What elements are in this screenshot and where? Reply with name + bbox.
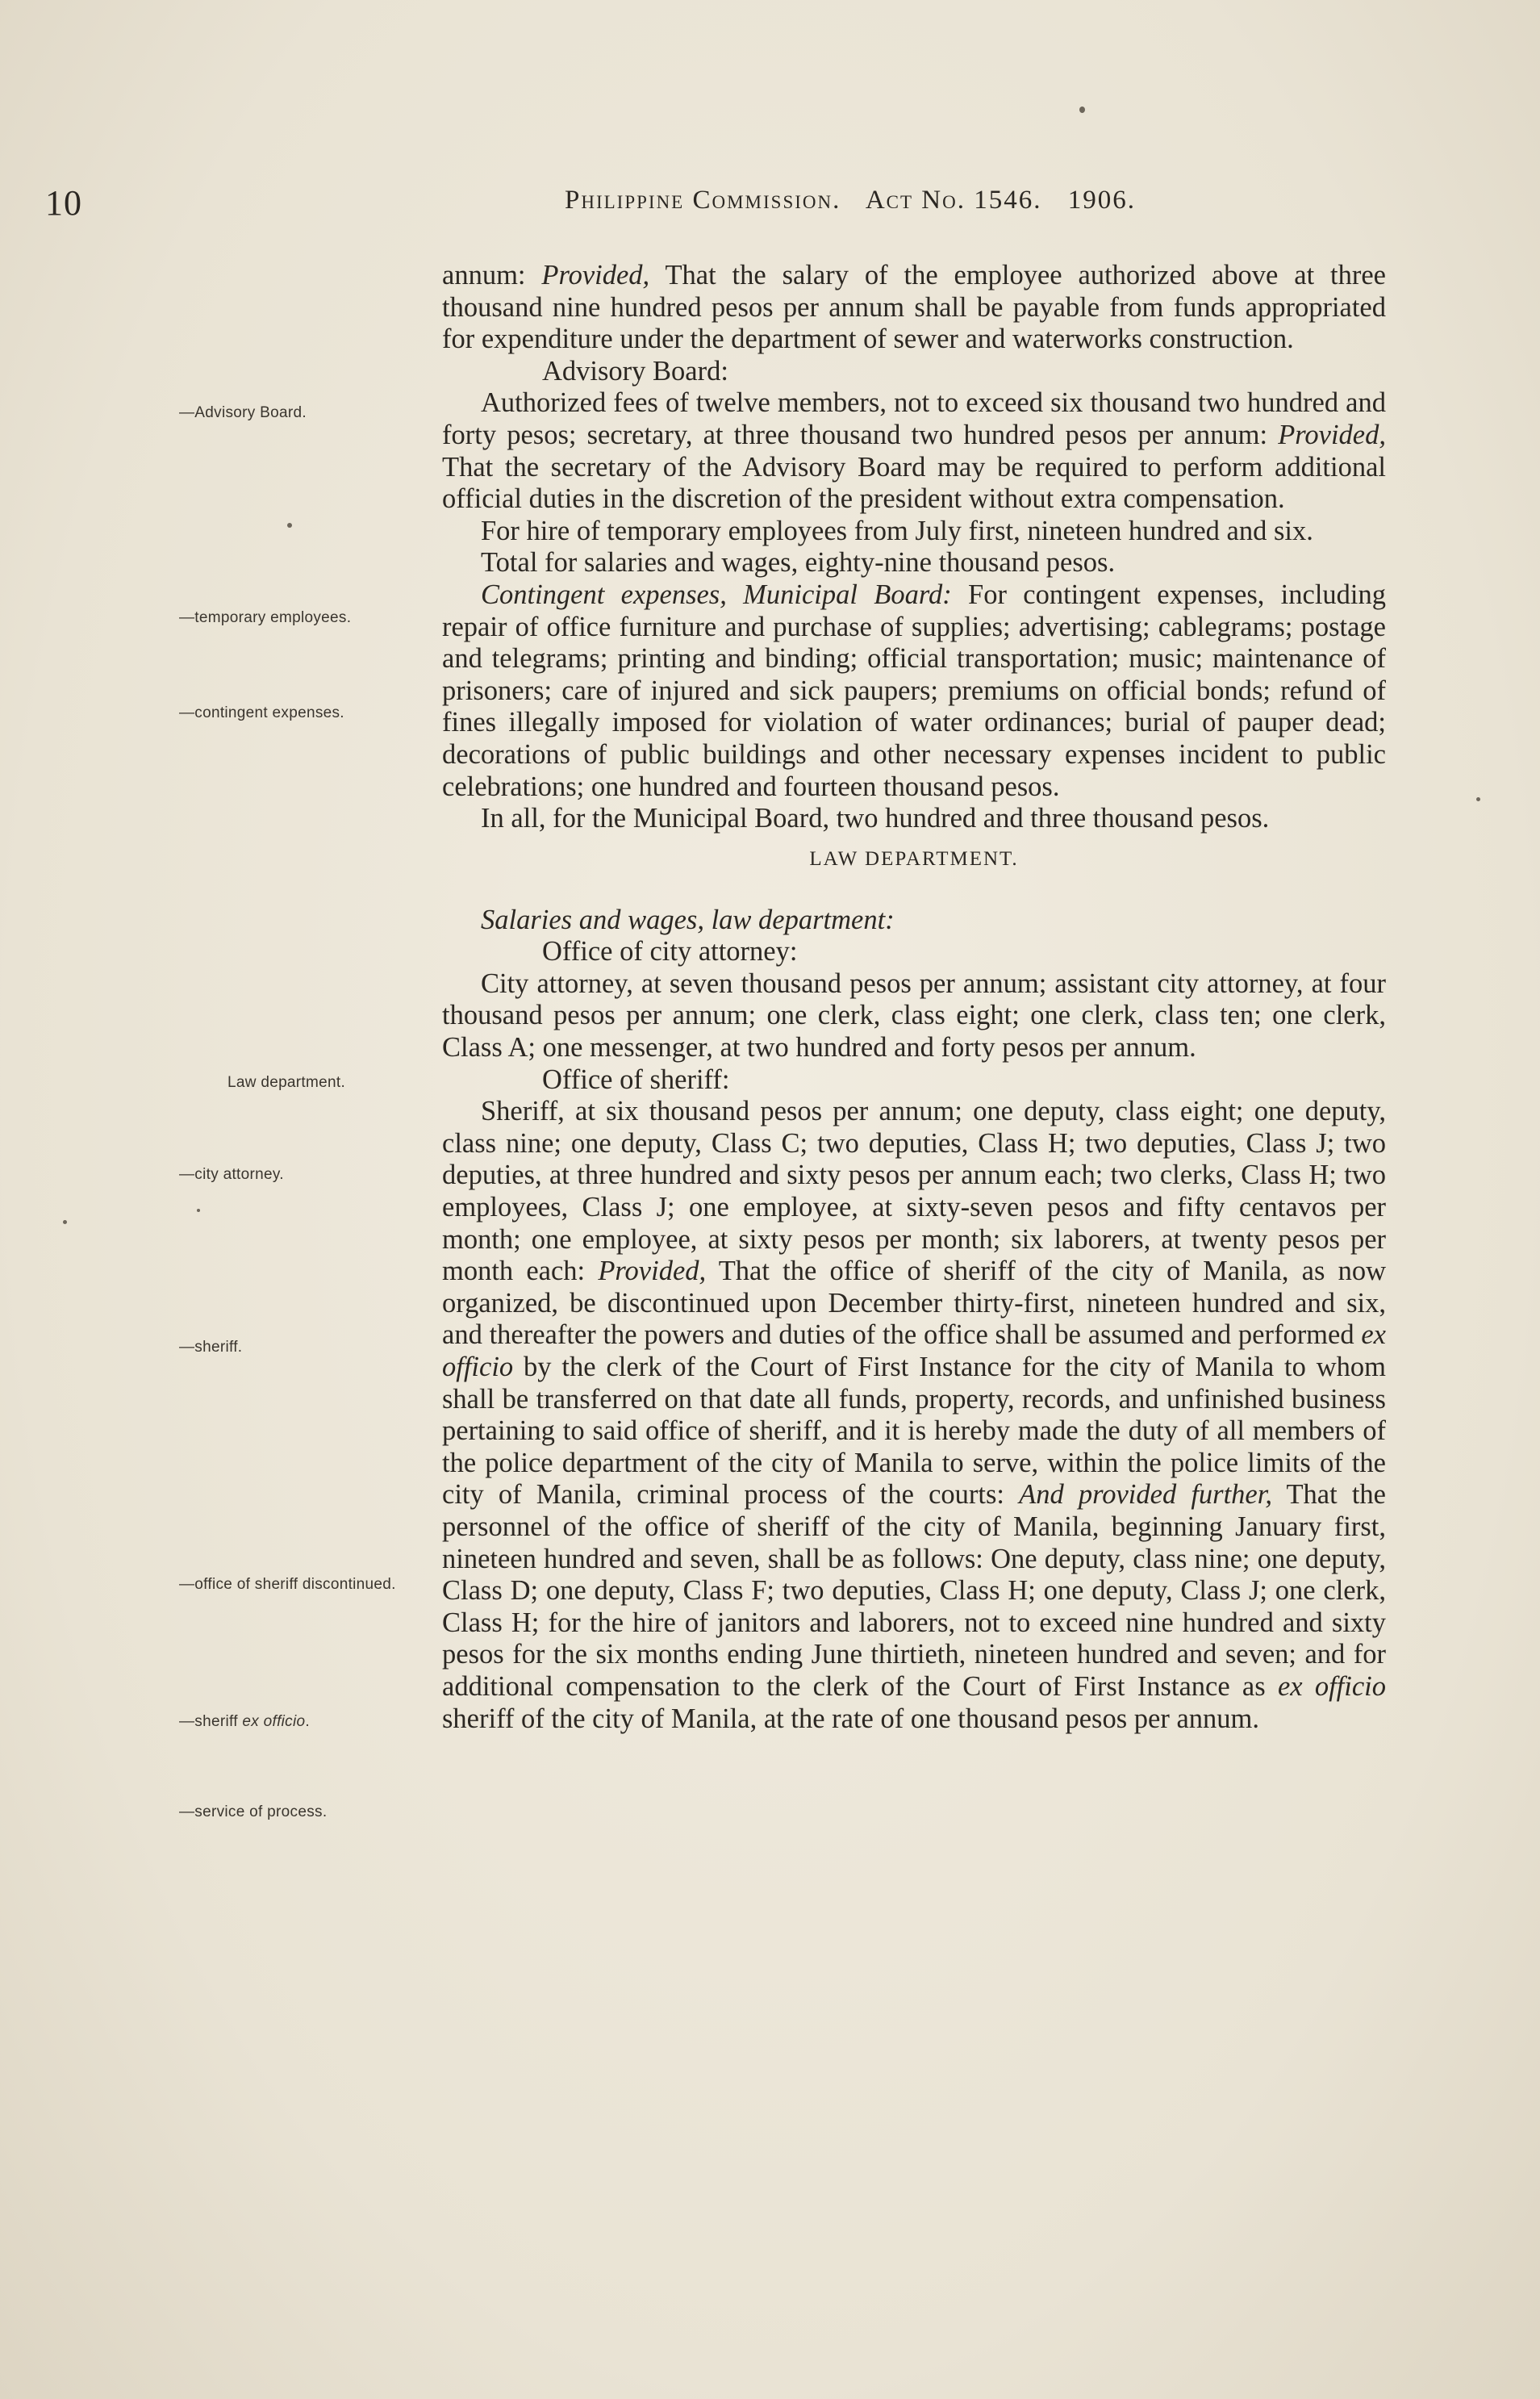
paragraph: In all, for the Municipal Board, two hundred and three thousand pesos.: [481, 803, 1270, 834]
side-note-advisory-board: —Advisory Board.: [179, 404, 307, 421]
subheading-sheriff: Office of sheriff:: [542, 1064, 730, 1095]
italic-run: ex officio: [442, 1319, 1386, 1382]
section-heading-law-department: LAW DEPARTMENT.: [809, 847, 1019, 870]
text-run: That the office of sheriff of the city of Manila, as now organized, be discontinued upon December thirty-first, nineteen hundred and six, and thereafter the powers and duties of the office shall be assumed and performed: [442, 1256, 1386, 1351]
page-number: 10: [45, 183, 82, 223]
side-note-law-department: Law department.: [227, 1074, 346, 1091]
paragraph: Total for salaries and wages, eighty-nine thousand pesos.: [481, 547, 1116, 579]
side-note-text: .: [305, 1713, 310, 1730]
italic-run: Contingent expenses, Municipal Board:: [481, 579, 952, 610]
italic-run: Provided,: [541, 260, 650, 290]
side-note-italic: ex officio: [242, 1713, 306, 1730]
side-note-sheriff-ex-officio: [179, 1714, 437, 1730]
text-run: For contingent expenses, including repair of office furniture and purchase of supplies; advertising; cablegrams; postage and telegrams; printing and binding; official transportation; music; maintenance of prisoners; care of injured and sick paupers; premiums on official bonds; refund of fines illegally imposed for violation of water ordinances; burial of pauper dead; decorations of public buildings and other necessary expenses incident to public celebrations; one hundred and fourteen thousand pesos.: [442, 579, 1386, 802]
act-year: 1906.: [1067, 186, 1136, 215]
text-run: annum:: [442, 260, 542, 290]
side-note-contingent-expenses: —contingent expenses.: [179, 704, 344, 721]
running-title: Philippine Commission.: [565, 186, 841, 215]
text-run: Sheriff, at six thousand pesos per annum; one deputy, class eight; one deputy, class nine; one deputy, Class C; two deputies, Class H; two deputies, Class J; two deputies, at three hundred and sixty pesos per annum each; two clerks, Class H; two employees, Class J; one employee, at sixty-seven pesos and fifty centavos per month; one employee, at sixty pesos per month; six laborers, at twenty pesos per month each:: [442, 1096, 1386, 1287]
side-note-city-attorney: —city attorney.: [179, 1166, 284, 1183]
print-speck: [287, 523, 292, 528]
italic-run: Provided,: [1278, 419, 1386, 450]
paragraph: [442, 387, 1386, 515]
paragraph: [442, 1096, 1386, 1735]
side-note-service-of-process: —service of process.: [179, 1803, 328, 1820]
side-note-temporary-employees: —temporary employees.: [179, 609, 352, 626]
side-note-sheriff: —sheriff.: [179, 1339, 243, 1356]
text-run: by the clerk of the Court of First Instance for the city of Manila to whom shall be transferred on that date all funds, property, records, and unfinished business pertaining to said office of sheriff, and it is hereby made the duty of all members of the police department of the city of Manila to serve, within the police limits of the city of Manila, criminal process of the courts:: [442, 1352, 1386, 1511]
paragraph: [442, 579, 1386, 803]
side-note-office-discontinued: —office of sheriff discontinued.: [179, 1576, 396, 1593]
act-number: Act No. 1546.: [865, 186, 1042, 215]
running-head: [565, 186, 1388, 215]
print-speck: [1476, 797, 1480, 801]
text-run: Authorized fees of twelve members, not to exceed six thousand two hundred and forty pesos; secretary, at three thousand two hundred pesos per annum:: [442, 387, 1386, 450]
print-speck: [63, 1220, 67, 1224]
subheading-salaries: [442, 905, 1386, 937]
body-text: [442, 260, 1386, 1735]
print-speck: [1079, 107, 1085, 113]
italic-run: Provided,: [598, 1256, 707, 1287]
text-run: That the salary of the employee authorized above at three thousand nine hundred pesos per annum shall be payable from funds appropriated for expenditure under the department of sewer and waterworks construction.: [442, 260, 1386, 355]
text-run: sheriff of the city of Manila, at the rate of one thousand pesos per annum.: [442, 1703, 1259, 1734]
paragraph: City attorney, at seven thousand pesos per annum; assistant city attorney, at four thousand pesos per annum; one clerk, class eight; one clerk, class ten; one clerk, Class A; one messenger, at two hundred and forty pesos per annum.: [442, 968, 1386, 1064]
side-note-text: —sheriff: [179, 1713, 243, 1730]
text-run: That the secretary of the Advisory Board may be required to perform additional official duties in the discretion of the president without extra compensation.: [442, 451, 1386, 515]
print-speck: [197, 1209, 200, 1212]
italic-run: Salaries and wages, law department:: [481, 904, 895, 935]
subheading-city-attorney: Office of city attorney:: [542, 936, 798, 968]
paragraph: For hire of temporary employees from July first, nineteen hundred and six.: [481, 515, 1313, 546]
text-run: That the personnel of the office of sheriff of the city of Manila, beginning January first, nineteen hundred and seven, shall be as follows: One deputy, class nine; one deputy, Class D; one deputy, Class F; two deputies, Class H; one deputy, Class J; one clerk, Class H; for the hire of janitors and laborers, not to exceed nine hundred and sixty pesos for the six months ending June thirtieth, nineteen hundred and seven; and for additional compensation to the clerk of the Court of First Instance as: [442, 1479, 1386, 1702]
paragraph: [442, 260, 1386, 356]
italic-run: ex officio: [1277, 1670, 1387, 1702]
italic-run: And provided further,: [1019, 1479, 1272, 1511]
subheading-advisory-board: Advisory Board:: [542, 355, 728, 387]
